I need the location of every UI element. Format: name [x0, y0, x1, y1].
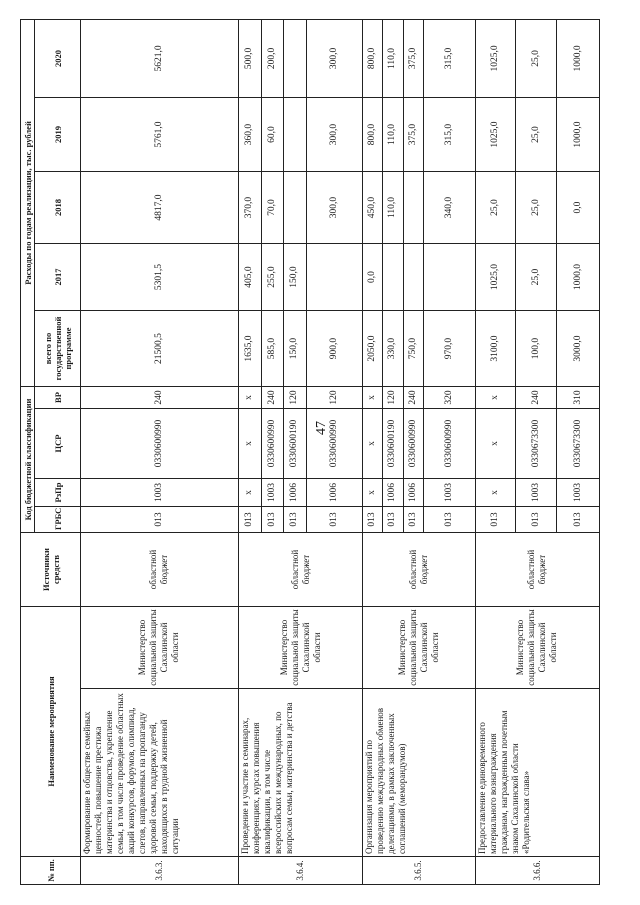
- cell-csr: х: [475, 409, 516, 479]
- cell-grbs: 013: [383, 507, 403, 533]
- cell-grbs: 013: [516, 507, 557, 533]
- cell-2020: 300,0: [306, 19, 362, 97]
- cell-2018: 450,0: [363, 172, 383, 244]
- cell-rzpr: х: [363, 479, 383, 507]
- cell-2019: 60,0: [261, 98, 284, 172]
- header-budget-class: Код бюджетной классификации: [21, 387, 35, 533]
- row-number: 3.6.4.: [238, 857, 362, 885]
- cell-vr: х: [363, 387, 383, 409]
- cell-2019: 110,0: [383, 98, 403, 172]
- cell-total: 900,0: [306, 311, 362, 387]
- cell-total: 330,0: [383, 311, 403, 387]
- cell-vr: х: [475, 387, 516, 409]
- cell-total: 970,0: [423, 311, 475, 387]
- cell-rzpr: 1006: [306, 479, 362, 507]
- cell-csr: 0330600990: [423, 409, 475, 479]
- cell-2017: [306, 244, 362, 311]
- cell-2020: 25,0: [516, 19, 557, 97]
- header-name: Наименование мероприятия: [21, 607, 81, 857]
- header-total: всего по государственной программе: [35, 311, 81, 387]
- cell-2018: 70,0: [261, 172, 284, 244]
- cell-csr: 0330673300: [557, 409, 600, 479]
- cell-total: 3000,0: [557, 311, 600, 387]
- event-name: Проведение и участие в семинарах, конференциях, курсах повышения квалификации, в том числе всероссийских и международных, по вопросам семьи, материнства и детства: [238, 689, 362, 857]
- header-2018: 2018: [35, 172, 81, 244]
- cell-2020: 1025,0: [475, 19, 516, 97]
- event-name: Предоставление единовременного материального вознаграждения гражданам, награжденным почетным знаком Сахалинской области «Родительская слава»: [475, 689, 599, 857]
- cell-csr: 0330600990: [403, 409, 423, 479]
- cell-2018: 4817,0: [81, 172, 239, 244]
- rotated-table-wrapper: [20, 20, 600, 885]
- responsible-ministry: Министерство социальной защиты Сахалинской области: [363, 607, 476, 689]
- responsible-ministry: Министерство социальной защиты Сахалинской области: [81, 607, 239, 689]
- funding-source: областной бюджет: [475, 533, 599, 607]
- cell-2017: [403, 244, 423, 311]
- cell-2017: 5301,5: [81, 244, 239, 311]
- cell-2019: 25,0: [516, 98, 557, 172]
- cell-2018: 300,0: [306, 172, 362, 244]
- cell-total: 750,0: [403, 311, 423, 387]
- cell-2018: 25,0: [516, 172, 557, 244]
- cell-rzpr: 1003: [516, 479, 557, 507]
- cell-2020: [284, 19, 307, 97]
- cell-rzpr: 1003: [261, 479, 284, 507]
- cell-2017: 25,0: [516, 244, 557, 311]
- cell-2018: [403, 172, 423, 244]
- cell-csr: 0330673300: [516, 409, 557, 479]
- cell-2017: 1000,0: [557, 244, 600, 311]
- cell-2018: 370,0: [238, 172, 261, 244]
- cell-2017: 255,0: [261, 244, 284, 311]
- cell-2019: 5761,0: [81, 98, 239, 172]
- cell-csr: 0330600990: [261, 409, 284, 479]
- cell-grbs: 013: [284, 507, 307, 533]
- header-2019: 2019: [35, 98, 81, 172]
- cell-vr: 240: [516, 387, 557, 409]
- cell-2020: 375,0: [403, 19, 423, 97]
- page-number: 47: [314, 421, 329, 435]
- cell-2019: 300,0: [306, 98, 362, 172]
- table-row: [363, 19, 383, 884]
- cell-total: 585,0: [261, 311, 284, 387]
- event-name: Организация мероприятий по проведению международных обменов делегациями, в рамках заключенных соглашений (меморандумов): [363, 689, 476, 857]
- cell-vr: 320: [423, 387, 475, 409]
- cell-2017: 405,0: [238, 244, 261, 311]
- cell-vr: 240: [81, 387, 239, 409]
- cell-total: 21500,5: [81, 311, 239, 387]
- cell-csr: х: [363, 409, 383, 479]
- cell-total: 1635,0: [238, 311, 261, 387]
- funding-source: областной бюджет: [363, 533, 476, 607]
- cell-vr: 310: [557, 387, 600, 409]
- cell-grbs: 013: [423, 507, 475, 533]
- cell-grbs: 013: [403, 507, 423, 533]
- row-number: 3.6.6.: [475, 857, 599, 885]
- cell-rzpr: 1003: [557, 479, 600, 507]
- cell-grbs: 013: [261, 507, 284, 533]
- cell-grbs: 013: [81, 507, 239, 533]
- event-name: Формирование в обществе семейных ценностей, повышение престижа материнства и отцовства, укрепление семьи, в том числе проведение областных акций конкурсов, форумов, олимпиад, слетов, направленных на пропаганду здоровой семьи, поддержку детей, находящихся в трудной жизненной ситуации: [81, 689, 239, 857]
- cell-grbs: 013: [475, 507, 516, 533]
- header-source: Источники средств: [21, 533, 81, 607]
- cell-2020: 315,0: [423, 19, 475, 97]
- cell-2018: 25,0: [475, 172, 516, 244]
- cell-grbs: 013: [238, 507, 261, 533]
- header-grbs: ГРБС: [35, 507, 81, 533]
- cell-2017: 0,0: [363, 244, 383, 311]
- cell-vr: 120: [306, 387, 362, 409]
- cell-2018: [284, 172, 307, 244]
- cell-2019: 360,0: [238, 98, 261, 172]
- cell-vr: х: [238, 387, 261, 409]
- table-row: [238, 19, 261, 884]
- cell-2017: [423, 244, 475, 311]
- header-expenses: Расходы по годам реализации, тыс. рублей: [21, 19, 35, 386]
- cell-rzpr: х: [475, 479, 516, 507]
- cell-2017: 150,0: [284, 244, 307, 311]
- row-number: 3.6.5.: [363, 857, 476, 885]
- cell-2019: 1000,0: [557, 98, 600, 172]
- cell-2018: 110,0: [383, 172, 403, 244]
- cell-2018: 340,0: [423, 172, 475, 244]
- cell-2020: 5621,0: [81, 19, 239, 97]
- table-row: [81, 19, 239, 884]
- row-number: 3.6.3.: [81, 857, 239, 885]
- budget-table: [20, 19, 600, 885]
- cell-csr: 0330600190: [284, 409, 307, 479]
- cell-rzpr: 1003: [423, 479, 475, 507]
- header-rzpr: РзПр: [35, 479, 81, 507]
- cell-2017: [383, 244, 403, 311]
- cell-2020: 800,0: [363, 19, 383, 97]
- cell-total: 2050,0: [363, 311, 383, 387]
- cell-total: 150,0: [284, 311, 307, 387]
- cell-vr: 240: [403, 387, 423, 409]
- cell-vr: 240: [261, 387, 284, 409]
- cell-2019: 1025,0: [475, 98, 516, 172]
- cell-2019: 375,0: [403, 98, 423, 172]
- cell-rzpr: 1006: [403, 479, 423, 507]
- cell-rzpr: 1006: [383, 479, 403, 507]
- header-num: № пп.: [21, 857, 81, 885]
- cell-total: 3100,0: [475, 311, 516, 387]
- cell-rzpr: 1003: [81, 479, 239, 507]
- responsible-ministry: Министерство социальной защиты Сахалинской области: [475, 607, 599, 689]
- cell-grbs: 013: [363, 507, 383, 533]
- header-2017: 2017: [35, 244, 81, 311]
- cell-csr: х: [238, 409, 261, 479]
- cell-2020: 200,0: [261, 19, 284, 97]
- cell-2020: 110,0: [383, 19, 403, 97]
- header-csr: ЦСР: [35, 409, 81, 479]
- table-row: [475, 19, 516, 884]
- cell-total: 100,0: [516, 311, 557, 387]
- funding-source: областной бюджет: [81, 533, 239, 607]
- funding-source: областной бюджет: [238, 533, 362, 607]
- cell-2019: 800,0: [363, 98, 383, 172]
- cell-rzpr: 1006: [284, 479, 307, 507]
- cell-csr: 0330600990: [81, 409, 239, 479]
- header-2020: 2020: [35, 19, 81, 97]
- cell-csr: 0330600190: [383, 409, 403, 479]
- cell-2018: 0,0: [557, 172, 600, 244]
- cell-2017: 1025,0: [475, 244, 516, 311]
- cell-grbs: 013: [557, 507, 600, 533]
- cell-2020: 500,0: [238, 19, 261, 97]
- cell-2019: 315,0: [423, 98, 475, 172]
- cell-csr: 0330600990: [306, 409, 362, 479]
- responsible-ministry: Министерство социальной защиты Сахалинской области: [238, 607, 362, 689]
- cell-2019: [284, 98, 307, 172]
- cell-2020: 1000,0: [557, 19, 600, 97]
- cell-rzpr: х: [238, 479, 261, 507]
- cell-grbs: 013: [306, 507, 362, 533]
- cell-vr: 120: [284, 387, 307, 409]
- cell-vr: 120: [383, 387, 403, 409]
- header-vr: ВР: [35, 387, 81, 409]
